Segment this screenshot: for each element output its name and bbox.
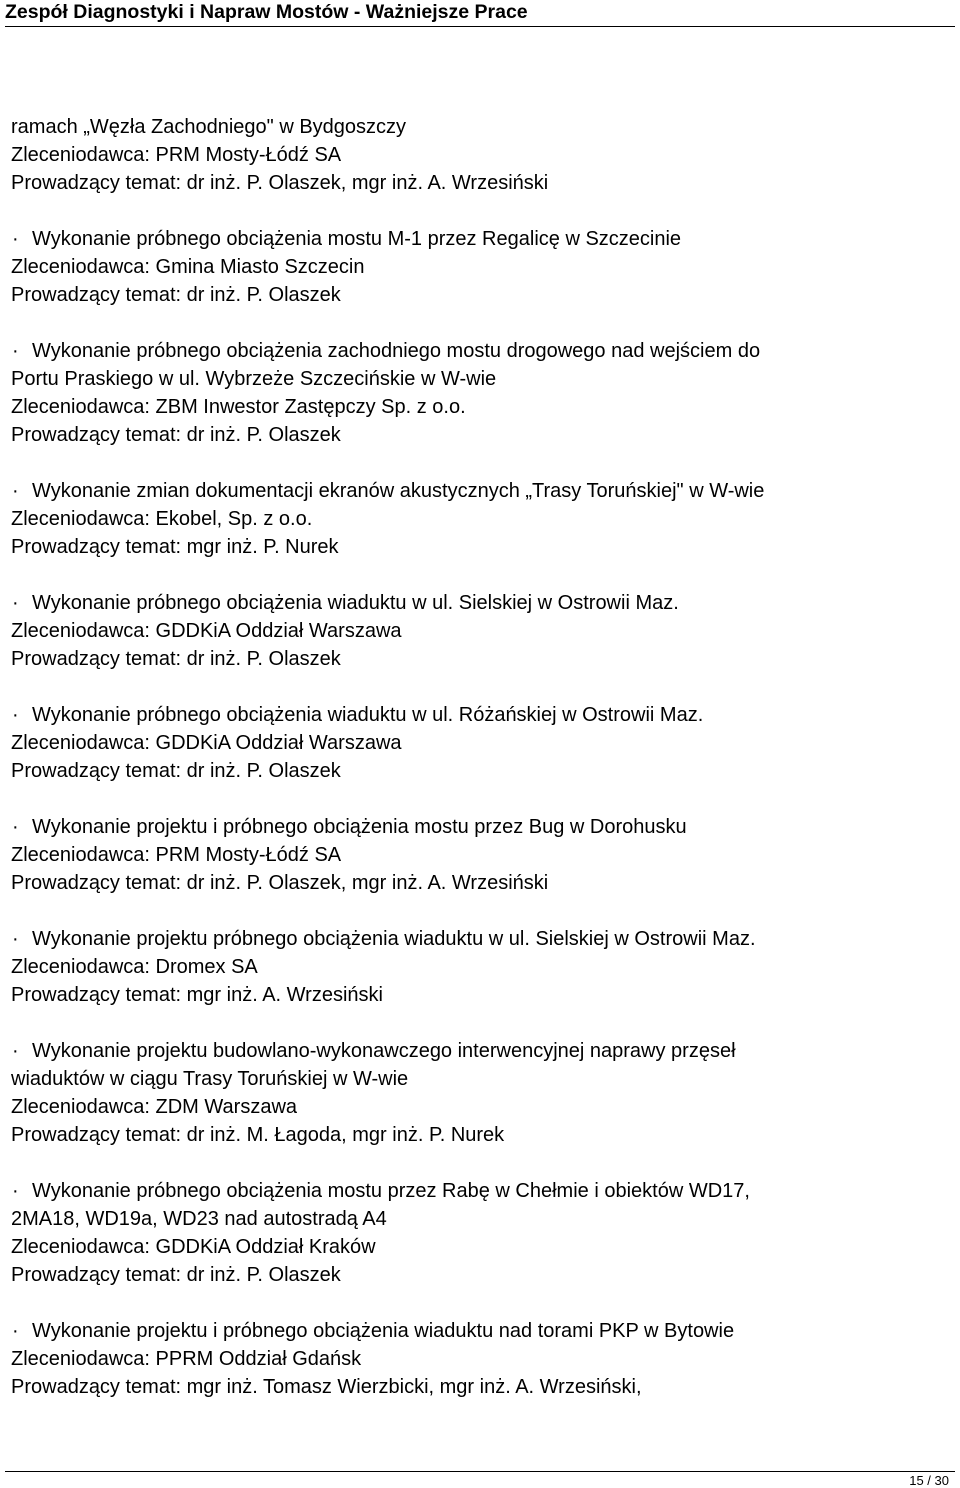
page-header xyxy=(5,0,955,27)
lead-line: Prowadzący temat: dr inż. P. Olaszek xyxy=(11,284,341,306)
client-line: Zleceniodawca: Ekobel, Sp. z o.o. xyxy=(11,508,313,530)
work-entry xyxy=(11,225,941,309)
entry-title-line xyxy=(11,225,941,253)
entry-title: Wykonanie projektu i próbnego obciążenia mostu przez Bug w Dorohusku xyxy=(32,816,687,838)
bullet-icon: · xyxy=(12,816,19,838)
entry-title: Wykonanie projektu i próbnego obciążenia wiaduktu nad torami PKP w Bytowie xyxy=(32,1320,735,1342)
work-entry xyxy=(11,113,941,197)
entry-title-continuation: 2MA18, WD19a, WD23 nad autostradą A4 xyxy=(11,1208,387,1230)
lead-line: Prowadzący temat: dr inż. P. Olaszek xyxy=(11,424,341,446)
client-line: Zleceniodawca: PRM Mosty-Łódź SA xyxy=(11,844,342,866)
entry-title: Wykonanie próbnego obciążenia wiaduktu w ul. Różańskiej w Ostrowii Maz. xyxy=(32,704,704,726)
client-line: Zleceniodawca: PPRM Oddział Gdańsk xyxy=(11,1348,362,1370)
entry-line: ramach „Węzła Zachodniego" w Bydgoszczy xyxy=(11,116,407,138)
work-entry xyxy=(11,1177,941,1289)
document-title: Zespół Diagnostyki i Napraw Mostów - Ważniejsze Prace xyxy=(5,1,528,23)
entry-title-line xyxy=(11,701,941,729)
lead-line: Prowadzący temat: mgr inż. P. Nurek xyxy=(11,536,339,558)
client-line: Zleceniodawca: GDDKiA Oddział Warszawa xyxy=(11,620,402,642)
bullet-icon: · xyxy=(12,1320,19,1342)
lead-line: Prowadzący temat: dr inż. P. Olaszek xyxy=(11,1264,341,1286)
work-entry xyxy=(11,701,941,785)
bullet-icon: · xyxy=(12,480,19,502)
page-footer xyxy=(5,1471,955,1488)
lead-line: Prowadzący temat: dr inż. P. Olaszek xyxy=(11,760,341,782)
entry-title: Wykonanie próbnego obciążenia zachodniego mostu drogowego nad wejściem do xyxy=(32,340,761,362)
entry-title-line xyxy=(11,589,941,617)
bullet-icon: · xyxy=(12,704,19,726)
bullet-icon: · xyxy=(12,340,19,362)
client-line: Zleceniodawca: GDDKiA Oddział Warszawa xyxy=(11,732,402,754)
bullet-icon: · xyxy=(12,1040,19,1062)
client-line: Zleceniodawca: PRM Mosty-Łódź SA xyxy=(11,144,342,166)
lead-line: Prowadzący temat: dr inż. P. Olaszek, mgr inż. A. Wrzesiński xyxy=(11,172,549,194)
work-entry xyxy=(11,925,941,1009)
client-line: Zleceniodawca: Dromex SA xyxy=(11,956,258,978)
entry-title-line xyxy=(11,925,941,953)
lead-line: Prowadzący temat: dr inż. M. Łagoda, mgr inż. P. Nurek xyxy=(11,1124,505,1146)
lead-line: Prowadzący temat: mgr inż. A. Wrzesiński xyxy=(11,984,383,1006)
client-line: Zleceniodawca: GDDKiA Oddział Kraków xyxy=(11,1236,376,1258)
work-entry xyxy=(11,1317,941,1401)
entry-title-continuation: Portu Praskiego w ul. Wybrzeże Szczecińskie w W-wie xyxy=(11,368,497,390)
entry-title-line xyxy=(11,1037,941,1065)
bullet-icon: · xyxy=(12,228,19,250)
page-number: 15 / 30 xyxy=(909,1473,949,1488)
work-entry xyxy=(11,589,941,673)
entry-title: Wykonanie projektu budowlano-wykonawczego interwencyjnej naprawy przęseł xyxy=(32,1040,736,1062)
client-line: Zleceniodawca: ZDM Warszawa xyxy=(11,1096,298,1118)
work-entry xyxy=(11,813,941,897)
entry-title-continuation: wiaduktów w ciągu Trasy Toruńskiej w W-wie xyxy=(11,1068,409,1090)
work-entry xyxy=(11,1037,941,1149)
entry-title: Wykonanie próbnego obciążenia mostu przez Rabę w Chełmie i obiektów WD17, xyxy=(32,1180,750,1202)
work-entry xyxy=(11,337,941,449)
bullet-icon: · xyxy=(12,592,19,614)
work-entry xyxy=(11,477,941,561)
works-list xyxy=(11,113,941,1401)
lead-line: Prowadzący temat: dr inż. P. Olaszek xyxy=(11,648,341,670)
entry-title-line xyxy=(11,1317,941,1345)
entry-title: Wykonanie projektu próbnego obciążenia wiaduktu w ul. Sielskiej w Ostrowii Maz. xyxy=(32,928,756,950)
entry-title-line xyxy=(11,1177,941,1205)
bullet-icon: · xyxy=(12,1180,19,1202)
entry-title: Wykonanie zmian dokumentacji ekranów akustycznych „Trasy Toruńskiej" w W-wie xyxy=(32,480,765,502)
lead-line: Prowadzący temat: mgr inż. Tomasz Wierzbicki, mgr inż. A. Wrzesiński, xyxy=(11,1376,642,1398)
entry-title: Wykonanie próbnego obciążenia wiaduktu w ul. Sielskiej w Ostrowii Maz. xyxy=(32,592,679,614)
entry-title-line xyxy=(11,813,941,841)
entry-title-line xyxy=(11,337,941,365)
bullet-icon: · xyxy=(12,928,19,950)
client-line: Zleceniodawca: Gmina Miasto Szczecin xyxy=(11,256,365,278)
client-line: Zleceniodawca: ZBM Inwestor Zastępczy Sp. z o.o. xyxy=(11,396,466,418)
lead-line: Prowadzący temat: dr inż. P. Olaszek, mgr inż. A. Wrzesiński xyxy=(11,872,549,894)
entry-title: Wykonanie próbnego obciążenia mostu M-1 przez Regalicę w Szczecinie xyxy=(32,228,682,250)
entry-title-line xyxy=(11,477,941,505)
